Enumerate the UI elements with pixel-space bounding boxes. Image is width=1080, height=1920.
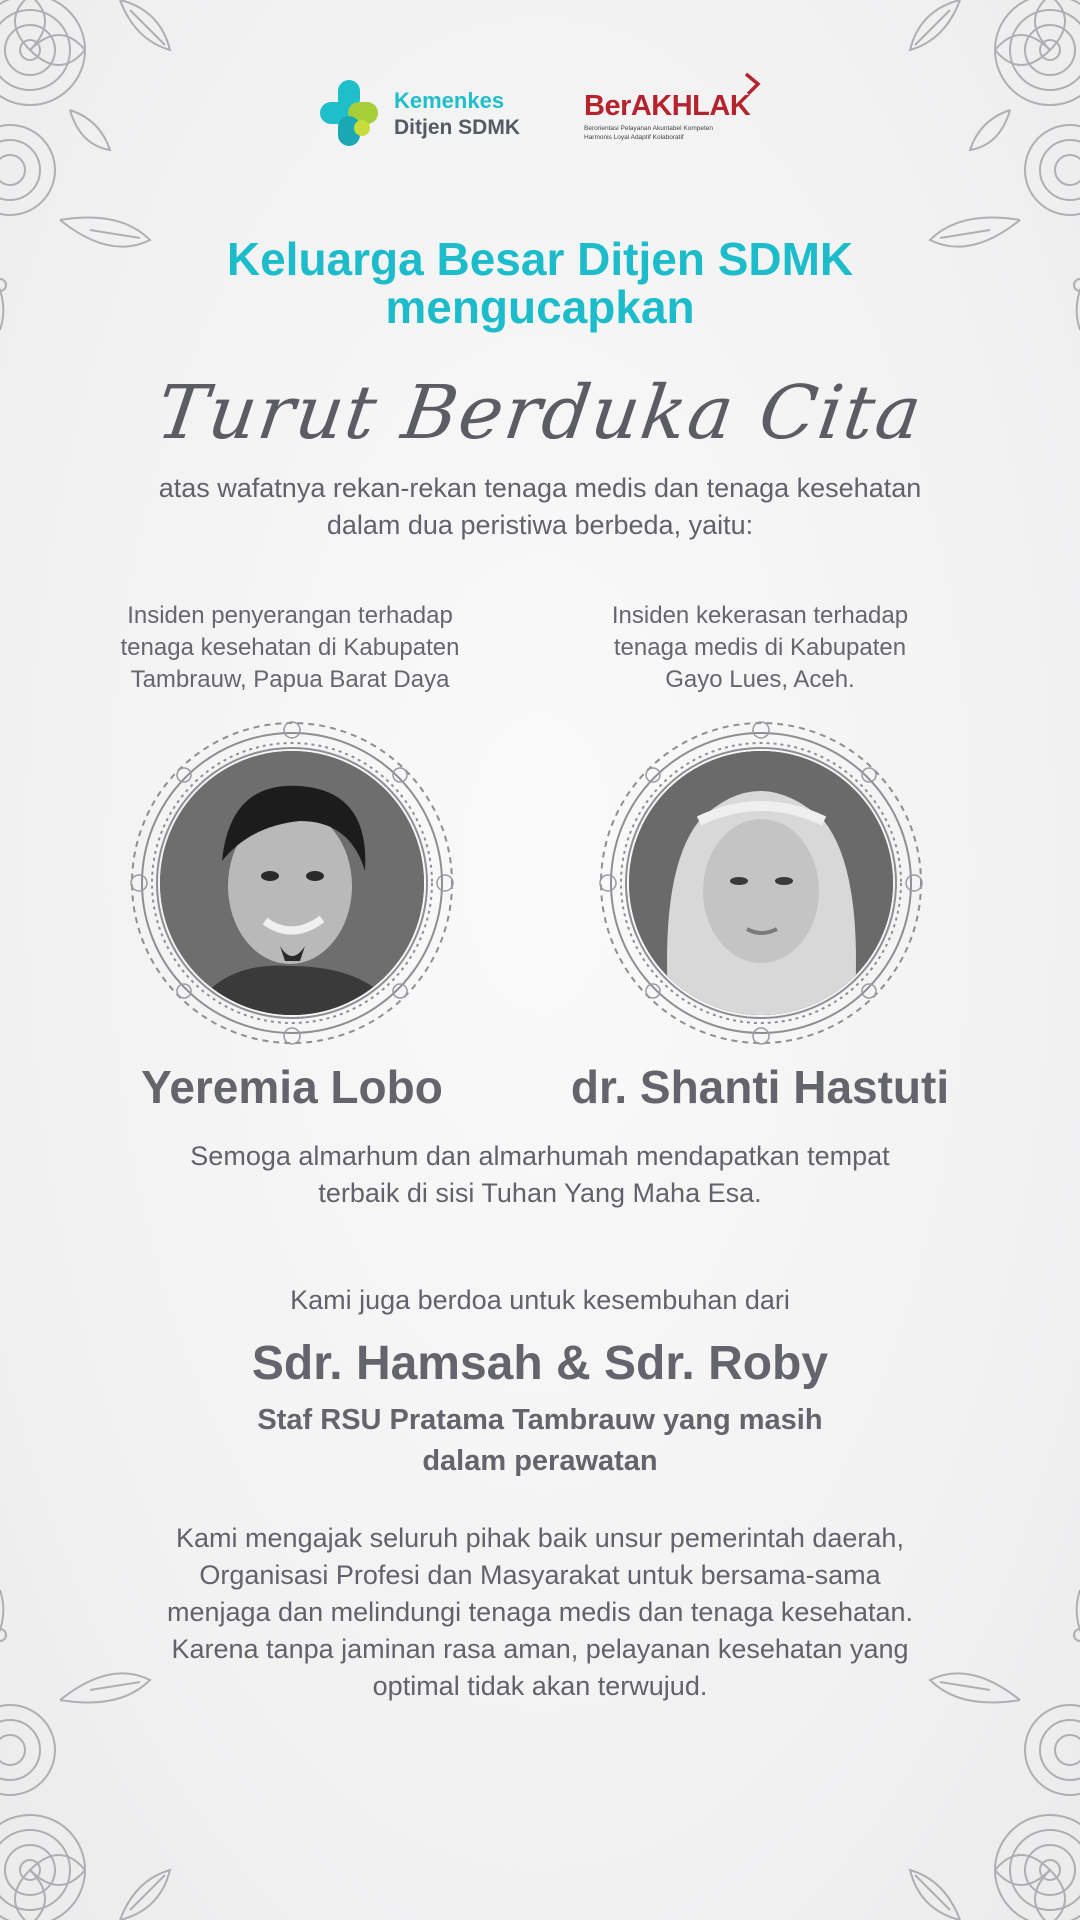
berakhlak-logo <box>582 72 762 148</box>
incident-description <box>90 600 490 696</box>
memorial-photo-frame <box>596 718 926 1048</box>
memorial-photo-frame <box>127 718 457 1048</box>
closing-line: Organisasi Profesi dan Masyarakat untuk bersama-sama <box>199 1560 881 1590</box>
avatar <box>629 751 893 1015</box>
portrait-man-icon <box>160 751 424 1015</box>
closing-line: Karena tanpa jaminan rasa aman, pelayanan kesehatan yang <box>171 1634 909 1664</box>
closing-message <box>90 1520 990 1705</box>
kemenkes-logo <box>318 78 528 148</box>
incident-line: tenaga medis di Kabupaten <box>613 634 907 661</box>
deceased-name: dr. Shanti Hastuti <box>570 1061 950 1113</box>
kemenkes-logo-text: Kemenkes <box>394 88 505 113</box>
logo-bar <box>0 70 1080 160</box>
intro-text <box>80 470 1000 544</box>
incident-line: Insiden kekerasan terhadap <box>611 602 909 629</box>
berakhlak-tagline-line: Berorientasi Pelayanan Akuntabel Kompeten <box>584 125 714 132</box>
page-title <box>0 235 1080 331</box>
recovery-names: Sdr. Hamsah & Sdr. Roby <box>251 1337 829 1390</box>
incident-line: Gayo Lues, Aceh. <box>665 666 855 693</box>
incident-line: tenaga kesehatan di Kabupaten <box>120 634 460 661</box>
intro-line: atas wafatnya rekan-rekan tenaga medis dan tenaga kesehatan <box>158 473 922 503</box>
closing-line: menjaga dan melindungi tenaga medis dan tenaga kesehatan. <box>166 1597 914 1627</box>
incident-line: Insiden penyerangan terhadap <box>127 602 453 629</box>
recovery-staff-note <box>180 1400 900 1482</box>
intro-line: dalam dua peristiwa berbeda, yaitu: <box>326 510 754 540</box>
recovery-intro: Kami juga berdoa untuk kesembuhan dari <box>290 1285 790 1315</box>
berakhlak-logo-text: BerAKHLAK <box>584 90 751 122</box>
deceased-name: Yeremia Lobo <box>141 1061 443 1113</box>
staff-line: Staf RSU Pratama Tambrauw yang masih <box>257 1404 823 1436</box>
closing-line: Kami mengajak seluruh pihak baik unsur pemerintah daerah, <box>176 1523 904 1553</box>
prayer-line: terbaik di sisi Tuhan Yang Maha Esa. <box>318 1178 762 1208</box>
chevron-right-icon <box>742 72 762 100</box>
berakhlak-logo-tagline <box>584 124 713 142</box>
title-line: Keluarga Besar Ditjen SDMK <box>226 233 854 285</box>
prayer-text <box>100 1138 980 1212</box>
portrait-woman-icon <box>629 751 893 1015</box>
title-line: mengucapkan <box>385 281 695 333</box>
kemenkes-logo-subtext: Ditjen SDMK <box>394 116 520 139</box>
prayer-line: Semoga almarhum dan almarhumah mendapatkan tempat <box>190 1141 890 1171</box>
kemenkes-logo-icon <box>318 78 380 148</box>
incident-line: Tambrauw, Papua Barat Daya <box>130 666 450 693</box>
closing-line: optimal tidak akan terwujud. <box>372 1671 708 1701</box>
condolence-script-heading: Turut Berduka Cita <box>151 370 929 456</box>
avatar <box>160 751 424 1015</box>
incident-description <box>560 600 960 696</box>
staff-line: dalam perawatan <box>422 1445 658 1477</box>
berakhlak-tagline-line: Harmonis Loyal Adaptif Kolaboratif <box>584 134 684 141</box>
